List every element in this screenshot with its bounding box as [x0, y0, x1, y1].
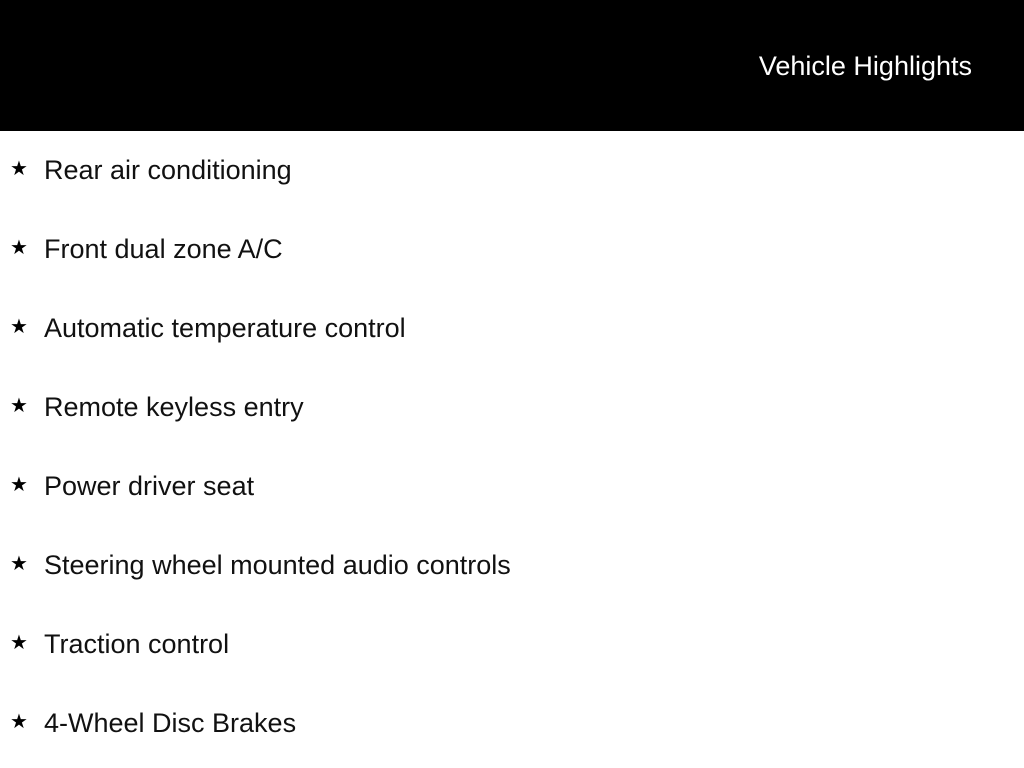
page-title: Vehicle Highlights [758, 51, 972, 81]
feature-label: Front dual zone A/C [44, 234, 283, 264]
star-icon: ★ [10, 551, 28, 575]
star-icon: ★ [10, 472, 28, 496]
star-icon: ★ [10, 709, 28, 733]
feature-item [0, 289, 1024, 368]
header-bar [0, 0, 1024, 131]
feature-item [0, 210, 1024, 289]
feature-label: Power driver seat [44, 471, 255, 501]
feature-label: Remote keyless entry [44, 392, 304, 422]
star-icon: ★ [10, 630, 28, 654]
star-icon: ★ [10, 156, 28, 180]
feature-item [0, 684, 1024, 763]
star-icon: ★ [10, 235, 28, 259]
feature-label: Steering wheel mounted audio controls [44, 550, 511, 580]
feature-item [0, 605, 1024, 684]
star-icon: ★ [10, 314, 28, 338]
feature-list [0, 131, 1024, 763]
feature-item [0, 526, 1024, 605]
feature-label: Automatic temperature control [44, 313, 406, 343]
feature-item [0, 131, 1024, 210]
feature-item [0, 447, 1024, 526]
feature-label: 4-Wheel Disc Brakes [44, 708, 297, 738]
feature-label: Rear air conditioning [44, 155, 292, 185]
star-icon: ★ [10, 393, 28, 417]
feature-item [0, 368, 1024, 447]
feature-label: Traction control [44, 629, 230, 659]
